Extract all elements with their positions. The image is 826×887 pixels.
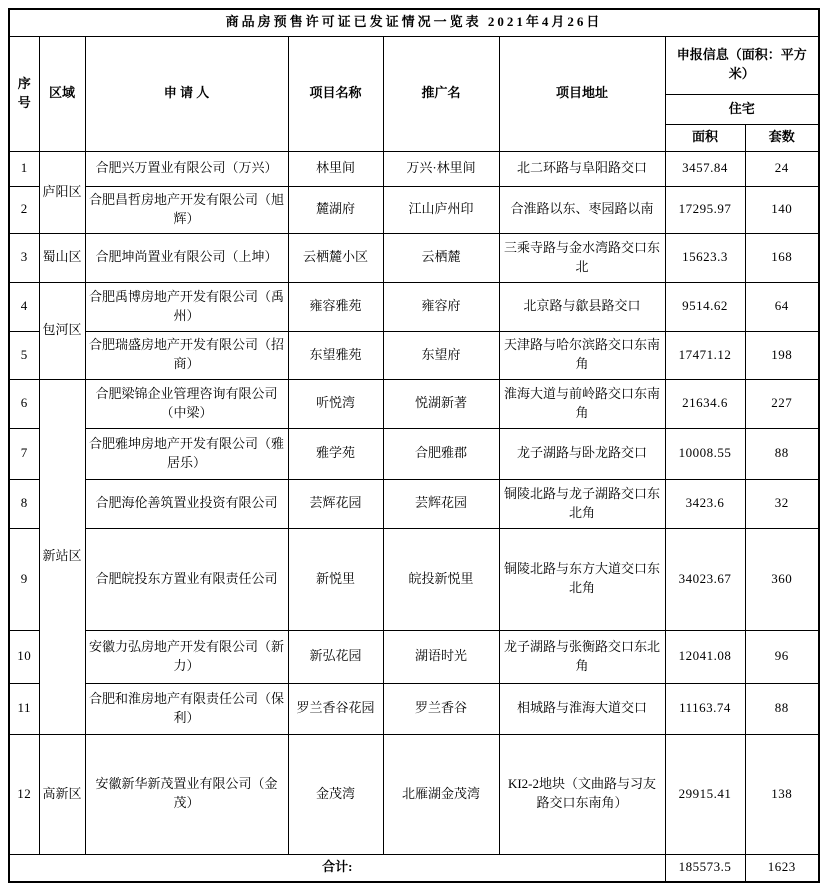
cell-area: 10008.55 — [665, 428, 745, 479]
cell-seq: 10 — [9, 630, 39, 683]
table-row — [9, 331, 819, 379]
cell-promo: 湖语时光 — [383, 630, 499, 683]
cell-project: 东望雅苑 — [288, 331, 383, 379]
col-header-promo: 推广名 — [383, 36, 499, 151]
total-row — [9, 854, 819, 882]
cell-project: 芸辉花园 — [288, 479, 383, 528]
cell-promo: 万兴·林里间 — [383, 151, 499, 186]
cell-units: 360 — [745, 528, 819, 630]
cell-units: 140 — [745, 186, 819, 233]
cell-seq: 6 — [9, 379, 39, 428]
cell-area: 17295.97 — [665, 186, 745, 233]
cell-units: 168 — [745, 233, 819, 282]
table-row — [9, 734, 819, 854]
cell-applicant: 安徽新华新茂置业有限公司（金茂） — [85, 734, 288, 854]
total-area: 185573.5 — [665, 854, 745, 882]
cell-promo: 芸辉花园 — [383, 479, 499, 528]
cell-address: 龙子湖路与卧龙路交口 — [499, 428, 665, 479]
cell-applicant: 合肥昌哲房地产开发有限公司（旭辉） — [85, 186, 288, 233]
cell-promo: 雍容府 — [383, 282, 499, 331]
table-row — [9, 379, 819, 428]
cell-project: 云栖麓小区 — [288, 233, 383, 282]
cell-units: 88 — [745, 428, 819, 479]
district-cell: 高新区 — [39, 734, 85, 854]
cell-seq: 1 — [9, 151, 39, 186]
district-cell: 蜀山区 — [39, 233, 85, 282]
col-header-district: 区域 — [39, 36, 85, 151]
cell-seq: 2 — [9, 186, 39, 233]
cell-seq: 4 — [9, 282, 39, 331]
cell-address: KI2-2地块（文曲路与习友路交口东南角） — [499, 734, 665, 854]
table-row — [9, 233, 819, 282]
header-row-main — [9, 36, 819, 94]
cell-units: 32 — [745, 479, 819, 528]
cell-area: 17471.12 — [665, 331, 745, 379]
col-header-residential: 住宅 — [665, 94, 819, 124]
col-header-address: 项目地址 — [499, 36, 665, 151]
table-row — [9, 630, 819, 683]
table-row — [9, 683, 819, 734]
cell-area: 21634.6 — [665, 379, 745, 428]
cell-promo: 云栖麓 — [383, 233, 499, 282]
presale-permit-table — [8, 8, 820, 883]
cell-area: 3423.6 — [665, 479, 745, 528]
cell-units: 24 — [745, 151, 819, 186]
cell-applicant: 合肥禹博房地产开发有限公司（禹州） — [85, 282, 288, 331]
cell-area: 34023.67 — [665, 528, 745, 630]
cell-applicant: 合肥兴万置业有限公司（万兴） — [85, 151, 288, 186]
cell-applicant: 合肥和淮房地产有限责任公司（保利） — [85, 683, 288, 734]
col-header-declare-info: 申报信息（面积：平方米） — [665, 36, 819, 94]
cell-project: 新悦里 — [288, 528, 383, 630]
cell-area: 3457.84 — [665, 151, 745, 186]
cell-seq: 7 — [9, 428, 39, 479]
cell-project: 新弘花园 — [288, 630, 383, 683]
cell-applicant: 合肥瑞盛房地产开发有限公司（招商） — [85, 331, 288, 379]
cell-area: 11163.74 — [665, 683, 745, 734]
cell-project: 金茂湾 — [288, 734, 383, 854]
cell-promo: 北雁湖金茂湾 — [383, 734, 499, 854]
cell-promo: 合肥雅郡 — [383, 428, 499, 479]
cell-promo: 江山庐州印 — [383, 186, 499, 233]
cell-applicant: 合肥坤尚置业有限公司（上坤） — [85, 233, 288, 282]
cell-project: 林里间 — [288, 151, 383, 186]
cell-units: 64 — [745, 282, 819, 331]
cell-promo: 皖投新悦里 — [383, 528, 499, 630]
district-cell: 包河区 — [39, 282, 85, 379]
col-header-project: 项目名称 — [288, 36, 383, 151]
district-cell: 庐阳区 — [39, 151, 85, 233]
cell-area: 29915.41 — [665, 734, 745, 854]
cell-project: 听悦湾 — [288, 379, 383, 428]
total-units: 1623 — [745, 854, 819, 882]
page-title: 商品房预售许可证已发证情况一览表 2021年4月26日 — [9, 9, 819, 36]
cell-seq: 9 — [9, 528, 39, 630]
cell-units: 198 — [745, 331, 819, 379]
table-row — [9, 282, 819, 331]
col-header-applicant: 申 请 人 — [85, 36, 288, 151]
cell-seq: 12 — [9, 734, 39, 854]
cell-project: 麓湖府 — [288, 186, 383, 233]
cell-units: 227 — [745, 379, 819, 428]
cell-applicant: 合肥海伦善筑置业投资有限公司 — [85, 479, 288, 528]
district-cell: 新站区 — [39, 379, 85, 734]
col-header-seq: 序号 — [9, 36, 39, 151]
cell-applicant: 合肥雅坤房地产开发有限公司（雅居乐） — [85, 428, 288, 479]
title-row — [9, 9, 819, 36]
cell-area: 12041.08 — [665, 630, 745, 683]
table-row — [9, 151, 819, 186]
cell-address: 相城路与淮海大道交口 — [499, 683, 665, 734]
cell-promo: 东望府 — [383, 331, 499, 379]
total-label: 合计: — [9, 854, 665, 882]
cell-promo: 悦湖新著 — [383, 379, 499, 428]
cell-area: 15623.3 — [665, 233, 745, 282]
cell-units: 88 — [745, 683, 819, 734]
table-row — [9, 479, 819, 528]
col-header-area: 面积 — [665, 124, 745, 151]
cell-address: 龙子湖路与张衡路交口东北角 — [499, 630, 665, 683]
cell-seq: 8 — [9, 479, 39, 528]
cell-units: 138 — [745, 734, 819, 854]
cell-project: 雅学苑 — [288, 428, 383, 479]
cell-address: 合淮路以东、枣园路以南 — [499, 186, 665, 233]
cell-address: 铜陵北路与龙子湖路交口东北角 — [499, 479, 665, 528]
cell-area: 9514.62 — [665, 282, 745, 331]
cell-address: 三乘寺路与金水湾路交口东北 — [499, 233, 665, 282]
cell-address: 天津路与哈尔滨路交口东南角 — [499, 331, 665, 379]
cell-seq: 5 — [9, 331, 39, 379]
cell-address: 北二环路与阜阳路交口 — [499, 151, 665, 186]
cell-applicant: 合肥皖投东方置业有限责任公司 — [85, 528, 288, 630]
cell-project: 罗兰香谷花园 — [288, 683, 383, 734]
cell-address: 北京路与歙县路交口 — [499, 282, 665, 331]
cell-units: 96 — [745, 630, 819, 683]
table-row — [9, 428, 819, 479]
cell-address: 淮海大道与前岭路交口东南角 — [499, 379, 665, 428]
cell-applicant: 安徽力弘房地产开发有限公司（新力） — [85, 630, 288, 683]
cell-project: 雍容雅苑 — [288, 282, 383, 331]
cell-seq: 11 — [9, 683, 39, 734]
table-row — [9, 528, 819, 630]
cell-seq: 3 — [9, 233, 39, 282]
cell-address: 铜陵北路与东方大道交口东北角 — [499, 528, 665, 630]
cell-promo: 罗兰香谷 — [383, 683, 499, 734]
col-header-units: 套数 — [745, 124, 819, 151]
table-row — [9, 186, 819, 233]
cell-applicant: 合肥梁锦企业管理咨询有限公司（中梁） — [85, 379, 288, 428]
